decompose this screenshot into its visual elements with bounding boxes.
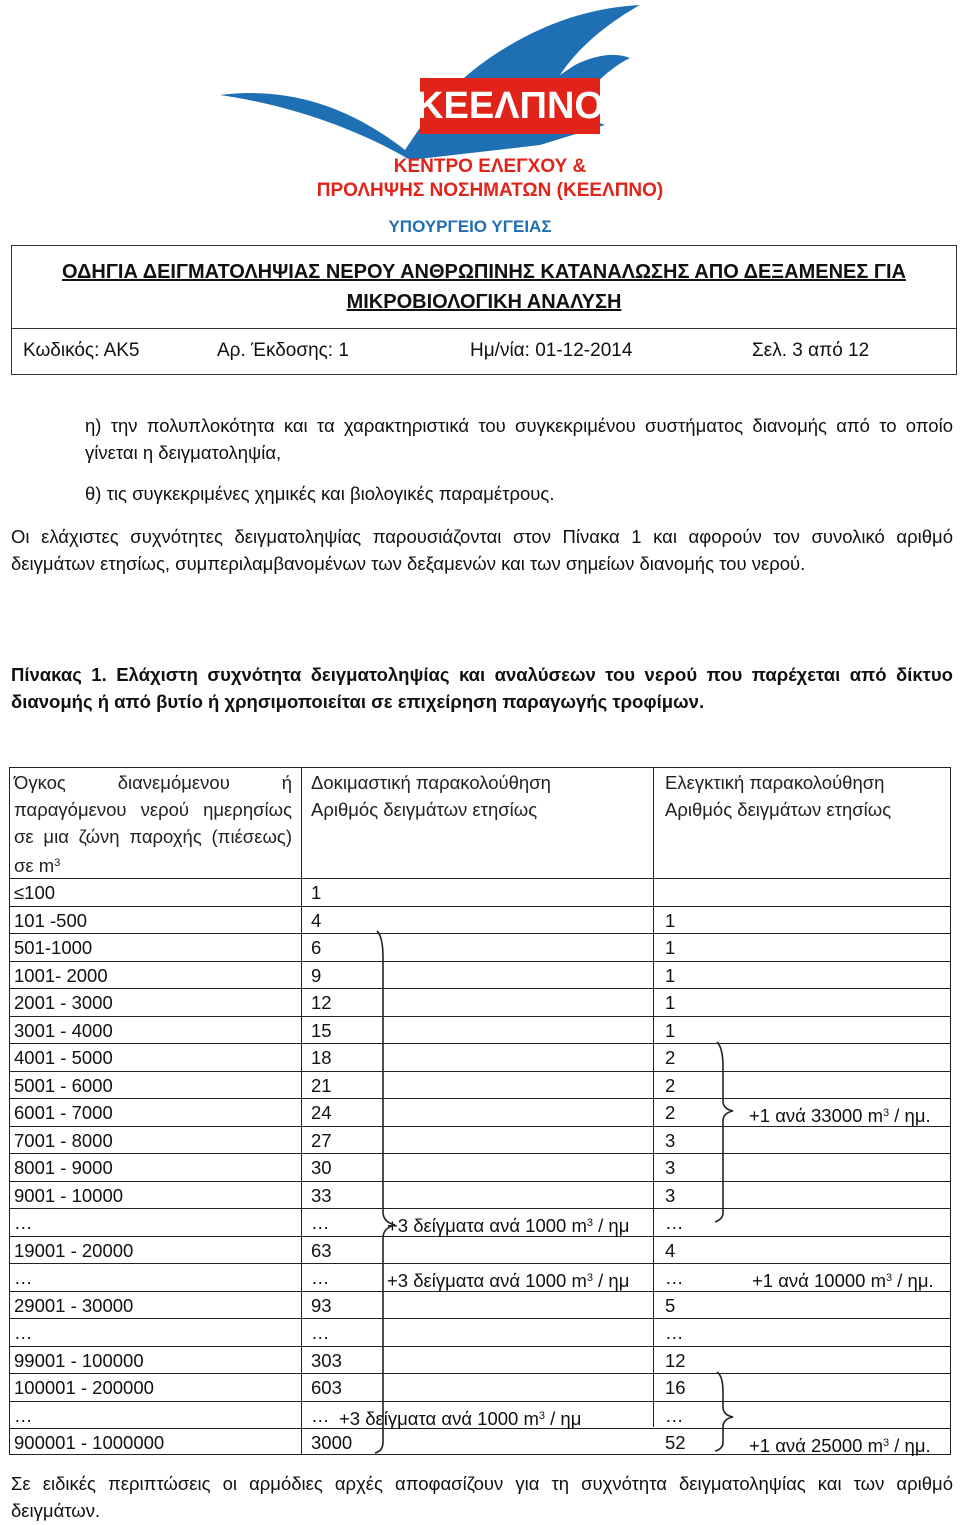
- cell-check-samples: …: [665, 1322, 684, 1343]
- brace-col3-upper: [715, 1042, 733, 1222]
- cell-audit-samples: 93: [311, 1294, 332, 1316]
- note-sup: 3: [883, 1437, 890, 1449]
- cell-volume: 101 -500: [14, 909, 88, 931]
- note-tail: / ημ: [545, 1407, 582, 1429]
- cell-check-samples: …: [665, 1267, 684, 1288]
- footer-paragraph: Σε ειδικές περιπτώσεις οι αρμόδιες αρχές αποφασίζουν για τη συχνότητα δειγματοληψίας και των αριθμό δειγμάτων.: [11, 1473, 953, 1521]
- cell-volume: …: [14, 1212, 33, 1233]
- cell-volume: ≤100: [14, 882, 56, 903]
- title-line1: ΟΔΗΓΙΑ ΔΕΙΓΜΑΤΟΛΗΨΙΑΣ ΝΕΡΟΥ ΑΝΘΡΩΠΙΝΗΣ ΚΑΤΑΝΑΛΩΣΗΣ ΑΠΟ ΔΕΞΑΜΕΝΕΣ ΓΙΑ: [62, 261, 906, 283]
- note-text: +3 δείγματα ανά 1000 m: [387, 1270, 587, 1291]
- cell-check-samples: 3: [665, 1184, 676, 1206]
- note-text: +3 δείγματα ανά 1000 m: [387, 1215, 587, 1236]
- cell-audit-samples: 3000: [311, 1432, 353, 1453]
- cell-volume: 501-1000: [14, 937, 93, 958]
- intro-paragraph: Οι ελάχιστες συχνότητες δειγματοληψίας παρουσιάζονται στον Πίνακα 1 και αφορούν τον συνολικό αριθμό δειγμάτων ετησίως, συμπεριλαμβανομένων των δεξαμενών και των σημείων διανομής του νερού.: [11, 526, 953, 574]
- cell-volume: 3001 - 4000: [14, 1019, 113, 1041]
- note-tail: / ημ.: [889, 1105, 931, 1126]
- table-braces: [9, 767, 951, 1455]
- note-tail: / ημ.: [889, 1435, 931, 1456]
- logo-brand: ΚΕΕΛΠΝΟ: [416, 85, 604, 127]
- item-h: η) την πολυπλοκότητα και τα χαρακτηριστικά του συγκεκριμένου συστήματος διανομής από το οποίο γίνεται η δειγματοληψία,: [85, 415, 953, 463]
- cell-volume: 19001 - 20000: [14, 1239, 134, 1261]
- cell-check-samples: 4: [665, 1239, 676, 1261]
- doc-version: Αρ. Έκδοσης: 1: [217, 340, 349, 361]
- note-sup: 3: [538, 1409, 545, 1422]
- cell-check-samples: 1: [665, 909, 676, 931]
- doc-page: Σελ. 3 από 12: [752, 340, 870, 361]
- cell-audit-samples: 27: [311, 1129, 332, 1151]
- sampling-frequency-table: [9, 767, 951, 1455]
- header-audit-monitoring: Δοκιμαστική παρακολούθηση Αριθμός δειγμάτων ετησίως: [311, 772, 551, 820]
- cell-check-samples: 1: [665, 1019, 676, 1041]
- cell-audit-samples: 603: [311, 1377, 342, 1398]
- cell-check-samples: 16: [665, 1377, 686, 1398]
- cell-volume: 99001 - 100000: [14, 1349, 144, 1371]
- note-text: +3 δείγματα ανά 1000 m: [339, 1407, 539, 1429]
- cell-volume: 100001 - 200000: [14, 1377, 154, 1398]
- note-tail: / ημ: [593, 1270, 630, 1291]
- header-check-monitoring: Ελεγκτική παρακολούθηση Αριθμός δειγμάτων ετησίως: [665, 772, 892, 820]
- table-caption: Πίνακας 1. Ελάχιστη συχνότητα δειγματοληψίας και αναλύσεων του νερού που παρέχεται από δίκτυο διανομής ή από βυτίο ή χρησιμοποιείται σε επιχείρηση παραγωγής τροφίμων.: [11, 664, 953, 712]
- cell-check-samples: 2: [665, 1047, 676, 1068]
- cell-volume: 900001 - 1000000: [14, 1432, 165, 1453]
- document-header: [11, 245, 957, 375]
- cell-audit-samples: …: [311, 1404, 330, 1426]
- cell-volume: …: [14, 1267, 33, 1288]
- logo-line3: ΥΠΟΥΡΓΕΙΟ ΥΓΕΙΑΣ: [388, 217, 552, 236]
- cell-check-samples: 2: [665, 1074, 676, 1096]
- cell-audit-samples: 6: [311, 937, 322, 958]
- note-sup: 3: [886, 1272, 893, 1284]
- cell-check-samples: 2: [665, 1102, 676, 1123]
- cell-volume: …: [14, 1404, 33, 1426]
- note-sup: 3: [586, 1272, 593, 1284]
- cell-volume: 4001 - 5000: [14, 1047, 113, 1068]
- cell-audit-samples: …: [311, 1212, 330, 1233]
- cell-check-samples: 3: [665, 1129, 676, 1151]
- cell-volume: 6001 - 7000: [14, 1102, 113, 1123]
- cell-audit-samples: 303: [311, 1349, 342, 1371]
- cell-check-samples: 1: [665, 937, 676, 958]
- cell-check-samples: 1: [665, 964, 676, 986]
- cell-audit-samples: 33: [311, 1184, 332, 1206]
- note-sup: 3: [883, 1107, 890, 1119]
- cell-check-samples: …: [665, 1212, 684, 1233]
- cell-volume: 1001- 2000: [14, 964, 108, 986]
- cell-audit-samples: 63: [311, 1239, 332, 1261]
- keelpno-logo: [210, 0, 770, 240]
- item-th: θ) τις συγκεκριμένες χημικές και βιολογικές παραμέτρους.: [85, 483, 555, 504]
- brace-col2: [375, 931, 395, 1453]
- cell-volume: 7001 - 8000: [14, 1129, 113, 1151]
- cell-audit-samples: 30: [311, 1157, 332, 1178]
- cell-check-samples: 52: [665, 1432, 686, 1453]
- cell-volume: 8001 - 9000: [14, 1157, 113, 1178]
- cell-volume: 5001 - 6000: [14, 1074, 113, 1096]
- note-tail: / ημ.: [892, 1270, 934, 1291]
- note-sup: 3: [586, 1217, 593, 1229]
- cell-audit-samples: 4: [311, 909, 322, 931]
- brace-col3-lower: [715, 1372, 733, 1451]
- cell-volume: 2001 - 3000: [14, 992, 113, 1013]
- cell-check-samples: 3: [665, 1157, 676, 1178]
- cell-audit-samples: 24: [311, 1102, 332, 1123]
- note-text: +1 ανά 10000 m: [752, 1270, 887, 1291]
- cell-audit-samples: 21: [311, 1074, 332, 1096]
- cell-check-samples: …: [665, 1404, 684, 1426]
- logo-line2: ΠΡΟΛΗΨΗΣ ΝΟΣΗΜΑΤΩΝ (ΚΕΕΛΠΝΟ): [316, 180, 664, 201]
- cell-audit-samples: 15: [311, 1019, 332, 1041]
- header-volume: Όγκος διανεμόμενου ή παραγόμενου νερού ημερησίως σε μια ζώνη παροχής (πιέσεως) σε $m^3$: [14, 772, 292, 876]
- cell-volume: …: [14, 1322, 33, 1343]
- cell-audit-samples: …: [311, 1322, 330, 1343]
- document-title: [12, 246, 956, 329]
- doc-date: Ημ/νία: 01-12-2014: [470, 340, 633, 361]
- cell-check-samples: 12: [665, 1349, 686, 1371]
- title-line2: ΜΙΚΡΟΒΙΟΛΟΓΙΚΗ ΑΝΑΛΥΣΗ: [346, 291, 622, 313]
- note-text: +1 ανά 25000 m: [749, 1435, 884, 1456]
- cell-check-samples: 5: [665, 1294, 676, 1316]
- cell-check-samples: 1: [665, 992, 676, 1013]
- note-tail: / ημ: [593, 1215, 630, 1236]
- doc-code: Κωδικός: ΑΚ5: [23, 340, 140, 361]
- document-meta: [12, 329, 956, 374]
- cell-audit-samples: 9: [311, 964, 322, 986]
- cell-audit-samples: 12: [311, 992, 332, 1013]
- cell-volume: 9001 - 10000: [14, 1184, 124, 1206]
- cell-audit-samples: 18: [311, 1047, 332, 1068]
- cell-audit-samples: 1: [311, 882, 322, 903]
- cell-audit-samples: …: [311, 1267, 330, 1288]
- note-text: +1 ανά 33000 m: [749, 1105, 884, 1126]
- logo-line1: ΚΕΝΤΡΟ ΕΛΕΓΧΟΥ &: [393, 156, 587, 177]
- cell-volume: 29001 - 30000: [14, 1294, 134, 1316]
